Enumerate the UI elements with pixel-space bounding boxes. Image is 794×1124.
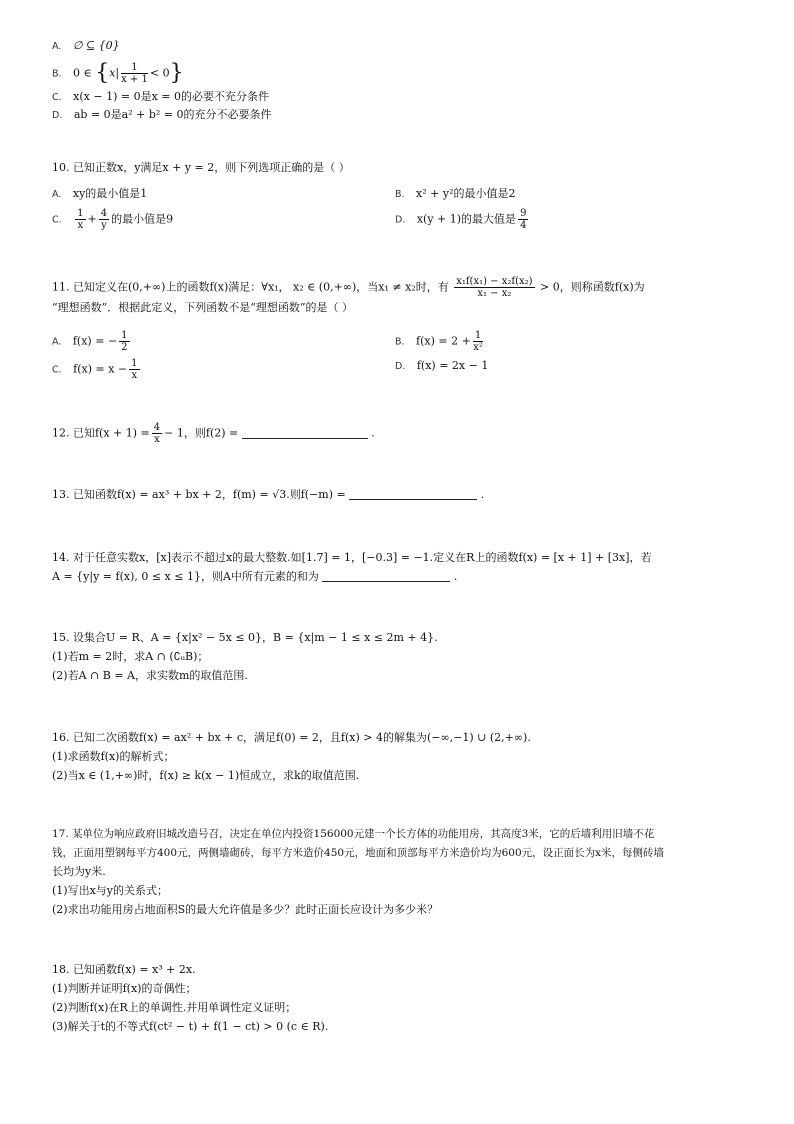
- q15-part1: (1)若m = 2时，求A ∩ (∁ᵤB)；: [52, 650, 209, 663]
- q16-part2: (2)当x ∈ (1,+∞)时，f(x) ≥ k(x − 1)恒成立，求k的取值范围.: [52, 769, 360, 782]
- q17-line3: 长均为y米.: [52, 865, 106, 878]
- fraction: $\frac{1}{2}$: [121, 330, 128, 353]
- q14-line2: A = {y|y = f(x), 0 ≤ x ≤ 1}，则A中所有元素的和为 .: [52, 570, 458, 583]
- q10-option-b: B. x² + y²的最小值是2: [395, 187, 516, 200]
- q11-option-b: B. f(x) = 2 + $\frac{1}{\text{x²}}$: [395, 330, 483, 353]
- option-text: ab = 0是a² + b² = 0的充分不必要条件: [73, 108, 272, 121]
- fraction: $\frac{\text{x₁f(x₁) − x₂f(x₂)}}{\text{x₁ − x₂}}$: [456, 276, 533, 299]
- answer-blank[interactable]: [349, 499, 477, 500]
- fraction: $\frac{4}{y}$: [100, 208, 108, 231]
- q18-part1: (1)判断并证明f(x)的奇偶性；: [52, 982, 197, 995]
- q16-part1: (1)求函数f(x)的解析式；: [52, 750, 175, 763]
- option-letter: B.: [52, 68, 62, 80]
- q9-option-d: [52, 107, 272, 124]
- option-letter: C.: [52, 92, 62, 103]
- fraction: $\frac{1}{x}$: [77, 208, 84, 231]
- q11-stem-line1: 11. 已知定义在(0,+∞)上的函数f(x)满足：∀x₁， x₂ ∈ (0,+∞)，当x₁ ≠ x₂时，有 $\frac{\text{x₁f(x₁) − x₂f(x₂)}}{\text{x₁ − x₂}}$ > 0，则称函数f(x)为: [52, 276, 645, 299]
- q14-line1: 14. 对于任意实数x，[x]表示不超过x的最大整数.如[1.7] = 1，[−0.3] = −1.定义在R上的函数f(x) = [x + 1] + [3x]，若: [52, 551, 652, 564]
- q10-option-d: D. x(y + 1)的最大值是 $\frac{9}{4}$: [395, 208, 527, 231]
- q11-option-a: A. f(x) = − $\frac{1}{2}$: [52, 330, 128, 353]
- option-text: 0 ∈: [73, 66, 92, 80]
- q9-option-b: B. 0 ∈ {x| $\frac{1}{x + 1}$ < 0}: [52, 60, 184, 86]
- fraction: $\frac{9}{4}$: [520, 208, 527, 231]
- fraction: $\frac{1}{\text{x²}}$: [473, 330, 483, 353]
- option-text: x² + y²的最小值是2: [416, 187, 516, 200]
- answer-blank[interactable]: [242, 438, 368, 439]
- q10-option-c: C. $\frac{1}{x}$ + $\frac{4}{y}$ 的最小值是9: [52, 208, 174, 231]
- option-letter: A.: [52, 41, 62, 52]
- fraction: $\frac{1}{x + 1}$: [121, 62, 148, 85]
- q12-stem: 12. 已知f(x + 1) = $\frac{4}{x}$ − 1，则f(2) = .: [52, 422, 375, 445]
- q16-line1: 16. 已知二次函数f(x) = ax² + bx + c，满足f(0) = 2，且f(x) > 4的解集为(−∞,−1) ∪ (2,+∞).: [52, 731, 531, 744]
- q18-line1: 18. 已知函数f(x) = x³ + 2x.: [52, 963, 196, 976]
- set-var: x|: [109, 66, 120, 80]
- q11-stem-line2: “理想函数”．根据此定义，下列函数不是“理想函数”的是（ ）: [52, 301, 353, 314]
- option-text: ∅ ⊆ {0}: [72, 39, 120, 52]
- q17-part2: (2)求出功能用房占地面积S的最大允许值是多少？此时正面长应设计为多少米？: [52, 903, 439, 916]
- q18-part2: (2)判断f(x)在R上的单调性.并用单调性定义证明；: [52, 1001, 297, 1014]
- fraction: $\frac{1}{x}$: [131, 358, 138, 381]
- q15-part2: (2)若A ∩ B = A，求实数m的取值范围.: [52, 669, 248, 682]
- option-text: x(x − 1) = 0是x = 0的必要不充分条件: [73, 90, 269, 103]
- option-letter: D.: [52, 110, 63, 121]
- q10-option-a: A. xy的最小值是1: [52, 187, 148, 200]
- fraction: $\frac{4}{x}$: [153, 422, 161, 445]
- q13-stem: 13. 已知函数f(x) = ax³ + bx + 2，f(m) = √3.则f(−m) = .: [52, 488, 485, 501]
- option-text: xy的最小值是1: [72, 187, 148, 200]
- q18-part3: (3)解关于t的不等式f(ct² − t) + f(1 − ct) > 0 (c ∈ R).: [52, 1020, 329, 1033]
- q17-part1: (1)写出x与y的关系式；: [52, 884, 168, 897]
- q9-option-a: [52, 38, 120, 55]
- q17-line1: 17. 某单位为响应政府旧城改造号召，决定在单位内投资156000元建一个长方体的功能用房，其高度3米，它的后墙利用旧墙不花: [52, 828, 655, 840]
- q11-option-d: D. f(x) = 2x − 1: [395, 359, 489, 372]
- q17-line2: 钱，正面用塑钢每平方400元，两侧墙砌砖，每平方米造价450元，地面和顶部每平方米造价均为600元，设正面长为x米，每侧砖墙: [52, 847, 665, 859]
- q9-option-c: [52, 89, 269, 106]
- q11-option-c: C. f(x) = x − $\frac{1}{x}$: [52, 358, 138, 381]
- option-text: x(y + 1)的最大值是: [416, 212, 517, 226]
- q15-line1: 15. 设集合U = R、A = {x|x² − 5x ≤ 0}，B = {x|m − 1 ≤ x ≤ 2m + 4}.: [52, 631, 438, 644]
- answer-blank[interactable]: [322, 581, 450, 582]
- q10-stem: 10. 已知正数x，y满足x + y = 2，则下列选项正确的是（ ）: [52, 161, 350, 174]
